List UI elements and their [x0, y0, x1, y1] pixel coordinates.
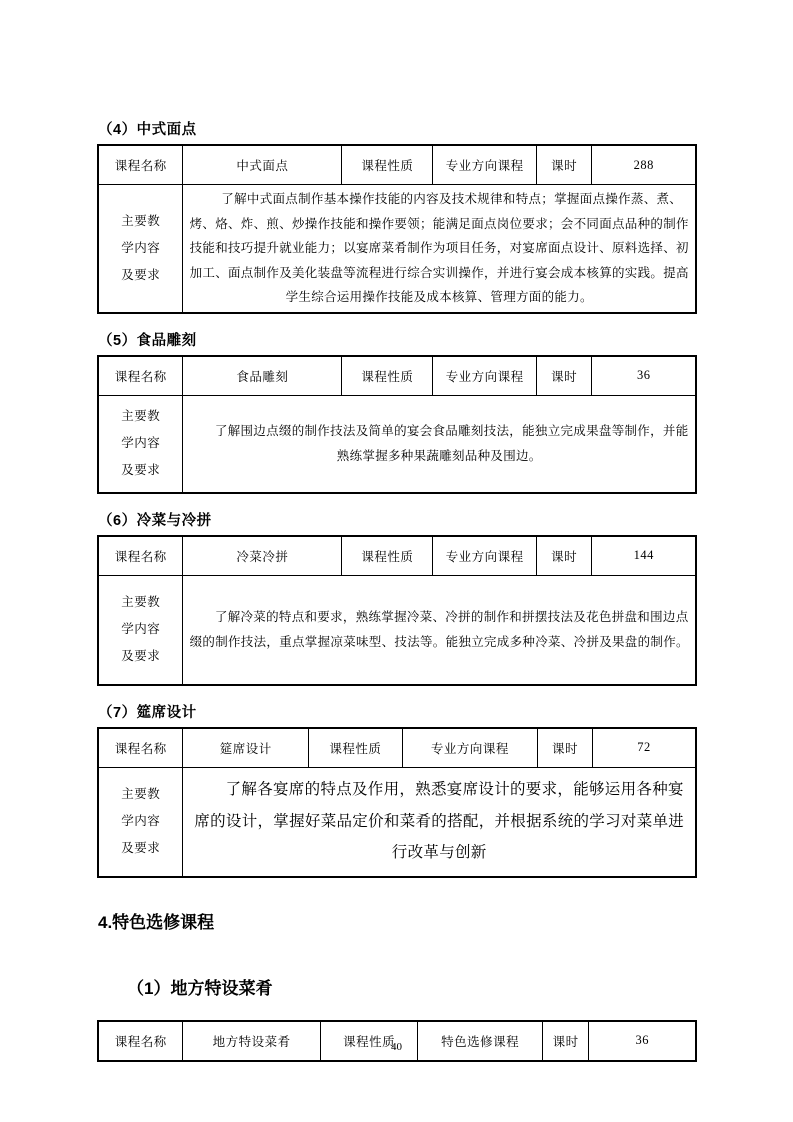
chapter-heading: 4.特色选修课程 — [98, 912, 215, 932]
course-nature-label: 课程性质 — [342, 536, 433, 576]
course-nature-label: 课程性质 — [320, 1021, 417, 1061]
hours-value: 144 — [592, 536, 696, 576]
course-name-value: 中式面点 — [183, 145, 342, 185]
course-nature-value: 专业方向课程 — [433, 536, 536, 576]
course-content-row — [98, 767, 696, 877]
course-table — [97, 727, 697, 878]
course-name-value: 食品雕刻 — [183, 356, 342, 396]
hours-value: 72 — [593, 728, 696, 768]
course-content-row — [98, 185, 696, 313]
content-label: 主要教 学内容 及要求 — [98, 185, 183, 313]
hours-label: 课时 — [536, 145, 592, 185]
content-label: 主要教 学内容 及要求 — [98, 395, 183, 493]
course-header-row — [98, 145, 696, 185]
course-name-value: 地方特设菜肴 — [183, 1021, 321, 1061]
content-label: 主要教 学内容 及要求 — [98, 575, 183, 685]
hours-label: 课时 — [536, 356, 592, 396]
hours-label: 课时 — [536, 536, 592, 576]
course-header-row — [98, 356, 696, 396]
course-table — [97, 355, 697, 494]
section-heading: （6）冷菜与冷拼 — [98, 512, 212, 529]
page-number: 40 — [391, 1041, 402, 1053]
course-name-label: 课程名称 — [98, 536, 183, 576]
course-name-value: 冷菜冷拼 — [183, 536, 342, 576]
hours-value: 36 — [592, 356, 696, 396]
course-name-value: 筵席设计 — [183, 728, 309, 768]
course-content: 了解中式面点制作基本操作技能的内容及技术规律和特点；掌握面点操作蒸、煮、烤、烙、炸、煎、炒操作技能和操作要领；能满足面点岗位要求；会不同面点品种的制作技能和技巧提升就业能力；以宴席菜肴制作为项目任务，对宴席面点设计、原料选择、初加工、面点制作及美化装盘等流程进行综合实训操作，并进行宴会成本核算的实践。提高学生综合运用操作技能及成本核算、管理方面的能力。 — [183, 185, 696, 313]
course-content: 了解冷菜的特点和要求，熟练掌握冷菜、冷拼的制作和拼摆技法及花色拼盘和围边点缀的制作技法，重点掌握凉菜味型、技法等。能独立完成多种冷菜、冷拼及果盘的制作。 — [183, 575, 696, 685]
course-name-label: 课程名称 — [98, 356, 183, 396]
content-label: 主要教 学内容 及要求 — [98, 767, 183, 877]
section-heading: （4）中式面点 — [98, 122, 197, 138]
course-name-label: 课程名称 — [98, 728, 183, 768]
course-content-row — [98, 395, 696, 493]
course-name-label: 课程名称 — [98, 145, 183, 185]
section-heading: （5）食品雕刻 — [98, 332, 197, 349]
hours-label: 课时 — [542, 1021, 589, 1061]
course-name-label: 课程名称 — [98, 1021, 183, 1061]
course-nature-label: 课程性质 — [342, 356, 433, 396]
course-nature-value: 专业方向课程 — [433, 356, 536, 396]
course-nature-value: 专业方向课程 — [433, 145, 536, 185]
sub-section-heading: （1）地方特设菜肴 — [127, 978, 273, 998]
section-heading: （7）筵席设计 — [98, 704, 197, 721]
hours-value: 36 — [589, 1021, 696, 1061]
course-nature-value: 专业方向课程 — [402, 728, 537, 768]
course-content: 了解围边点缀的制作技法及简单的宴会食品雕刻技法，能独立完成果盘等制作，并能熟练掌握多种果蔬雕刻品种及围边。 — [183, 395, 696, 493]
course-content-row — [98, 575, 696, 685]
course-header-row — [98, 536, 696, 576]
course-content: 了解各宴席的特点及作用，熟悉宴席设计的要求，能够运用各种宴席的设计，掌握好菜品定价和菜肴的搭配，并根据系统的学习对菜单进行改革与创新 — [183, 767, 696, 877]
hours-label: 课时 — [538, 728, 593, 768]
course-table — [97, 535, 697, 686]
course-nature-label: 课程性质 — [342, 145, 433, 185]
course-header-row — [98, 728, 696, 768]
course-nature-label: 课程性质 — [308, 728, 402, 768]
hours-value: 288 — [592, 145, 696, 185]
course-table — [97, 144, 697, 314]
page-content — [97, 118, 697, 1062]
course-nature-value: 特色选修课程 — [418, 1021, 542, 1061]
